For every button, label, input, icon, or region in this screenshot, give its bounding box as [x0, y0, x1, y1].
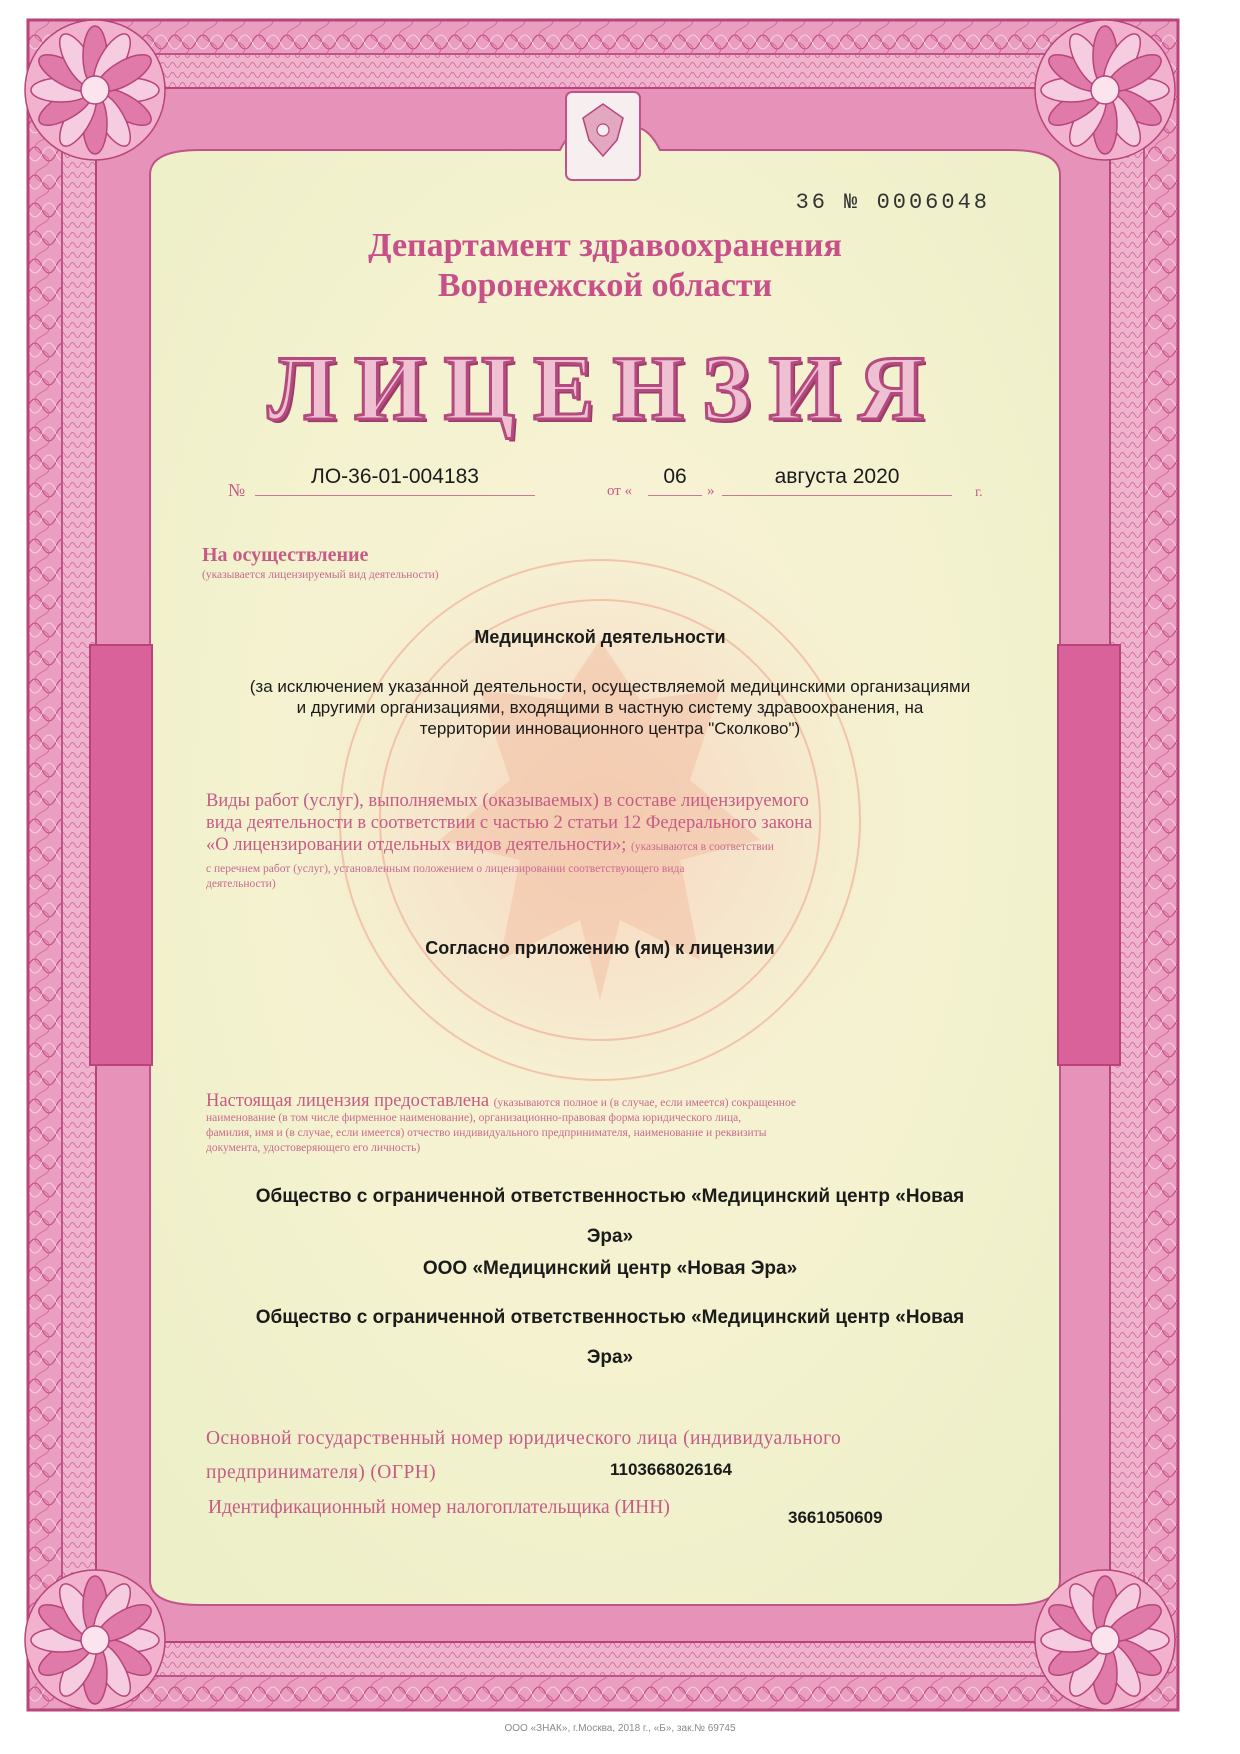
licensee-full-name: [170, 1177, 1050, 1257]
works-hint-1: (указываются в соответствии: [631, 841, 774, 853]
works-line-3: [206, 834, 1006, 856]
ogrn-value: 1103668026164: [610, 1460, 732, 1479]
license-date-prefix: от «: [607, 483, 633, 499]
license-number: ЛО-36-01-004183: [255, 465, 535, 496]
activity-label: На осуществление: [202, 544, 369, 566]
works-line-3-text: «О лицензировании отдельных видов деятельности»;: [206, 835, 627, 855]
serial-number-sign: №: [844, 190, 861, 215]
serial-number: [790, 190, 990, 215]
activity-hint: (указывается лицензируемый вид деятельности): [202, 569, 439, 581]
licensee-hint-3: фамилия, имя и (в случае, если имеется) отчество индивидуального предпринимателя, наименование и реквизиты: [206, 1127, 767, 1139]
activity-note-line-1: (за исключением указанной деятельности, осуществляемой медицинскими организациями: [249, 677, 971, 696]
license-month-year: августа 2020: [722, 465, 952, 496]
works-hint: [206, 862, 1006, 892]
license-date-mid: »: [707, 483, 715, 499]
licensee-full-name-line-1: Общество с ограниченной ответственностью «Медицинский центр «Новая: [255, 1186, 965, 1207]
licensee-short-name: ООО «Медицинский центр «Новая Эра»: [422, 1258, 798, 1279]
license-number-sign: №: [228, 480, 246, 500]
issuer-name: [250, 226, 960, 306]
ogrn-label-line-2: предпринимателя) (ОГРН): [206, 1462, 437, 1483]
activity-note-line-2: и другими организациями, входящими в частную систему здравоохранения, на: [296, 698, 924, 717]
inn-value: 3661050609: [788, 1508, 883, 1527]
serial-region: 36: [795, 190, 828, 215]
document-title: ЛИЦЕНЗИЯ: [267, 337, 943, 439]
licensee-full-name-line-2: Эра»: [586, 1226, 634, 1247]
works-value: Согласно приложению (ям) к лицензии: [425, 938, 775, 958]
licensee-brand-name: [170, 1298, 1050, 1378]
licensee-brand-name-line-2: Эра»: [586, 1347, 634, 1368]
corner-rosette-icon: [25, 20, 165, 160]
works-hint-2: с перечнем работ (услуг), установленным положением о лицензировании соответствующего вида: [206, 863, 685, 875]
corner-rosette-icon: [1035, 1570, 1175, 1710]
activity-note: [160, 676, 1060, 739]
license-day: 06: [648, 465, 702, 496]
printer-imprint: ООО «ЗНАК», г.Москва, 2018 г., «Б», зак.№ 69745: [504, 1723, 736, 1734]
licensee-brand-name-line-1: Общество с ограниченной ответственностью «Медицинский центр «Новая: [255, 1307, 965, 1328]
activity-note-line-3: территории инновационного центра "Сколково"): [419, 719, 801, 738]
licensee-hint-4: документа, удостоверяющего его личность): [206, 1142, 421, 1154]
serial-number-value: 0006048: [876, 190, 990, 215]
ogrn-label-line-1: Основной государственный номер юридического лица (индивидуального: [206, 1428, 842, 1449]
corner-rosette-icon: [1035, 20, 1175, 160]
licensee-hint-1: (указываются полное и (в случае, если имеется) сокращенное: [493, 1097, 796, 1109]
coat-of-arms-icon: [566, 92, 640, 180]
corner-rosette-icon: [25, 1570, 165, 1710]
issuer-line-2: Воронежской области: [437, 267, 773, 304]
licensee-hint-2: наименование (в том числе фирменное наименование), организационно-правовая форма юридического лица,: [206, 1112, 742, 1124]
issuer-line-1: Департамент здравоохранения: [368, 227, 842, 264]
inn-label: Идентификационный номер налогоплательщика (ИНН): [208, 1497, 670, 1518]
licensee-label: Настоящая лицензия предоставлена: [206, 1091, 490, 1111]
works-line-1: Виды работ (услуг), выполняемых (оказываемых) в составе лицензируемого: [206, 791, 809, 811]
works-label: [206, 790, 1006, 856]
license-year-suffix: г.: [975, 485, 983, 500]
works-line-2: вида деятельности в соответствии с частью 2 статьи 12 Федерального закона: [206, 813, 813, 833]
activity-value: Медицинской деятельности: [474, 627, 726, 647]
works-hint-3: деятельности): [206, 878, 276, 890]
licensee-label-block: [206, 1092, 1016, 1156]
